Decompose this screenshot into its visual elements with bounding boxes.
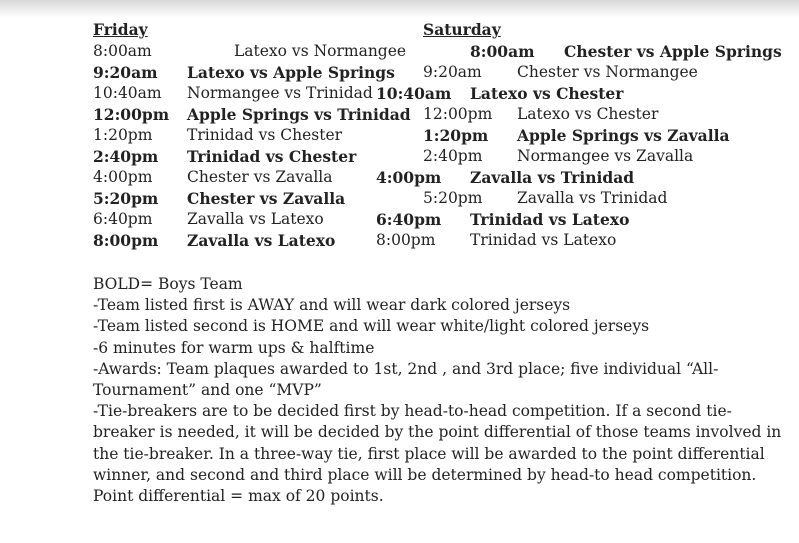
sat-game: Trinidad vs Latexo	[470, 231, 617, 249]
bold-legend: BOLD= Boys Team	[93, 275, 243, 293]
friday-header: Friday	[93, 20, 148, 39]
sat-time: 6:40pm	[376, 210, 442, 229]
warmup-note: -6 minutes for warm ups & halftime	[93, 338, 375, 357]
fri-game: Apple Springs vs Trinidad	[187, 105, 411, 124]
fri-game: Zavalla vs Latexo	[187, 210, 324, 228]
schedule-table	[0, 0, 799, 260]
fri-time: 8:00am	[93, 42, 152, 60]
sat-game: Zavalla vs Trinidad	[517, 189, 668, 207]
sat-time: 9:20am	[423, 63, 482, 81]
sat-game: Zavalla vs Trinidad	[470, 168, 635, 187]
tiebreaker-note: -Tie-breakers are to be decided first by head-to-head competition. If a second tie-breaker is needed, it will be decided by the point differential of those teams involved in the tie-breaker. In a three-way tie, first place will be awarded to the point differential winner, and second and third place will be determined by head-to head competition. Point differential = max of 20 points.	[93, 402, 782, 506]
sat-game: Apple Springs vs Zavalla	[517, 126, 730, 145]
fri-time: 2:40pm	[93, 147, 159, 166]
fri-time: 9:20am	[93, 63, 158, 82]
sat-game: Latexo vs Chester	[470, 84, 624, 103]
fri-time: 5:20pm	[93, 189, 159, 208]
sat-game: Normangee vs Zavalla	[517, 147, 694, 165]
fri-time: 8:00pm	[93, 231, 159, 250]
saturday-header: Saturday	[423, 20, 501, 39]
sat-time: 8:00pm	[376, 231, 436, 249]
fri-game: Chester vs Zavalla	[187, 168, 333, 186]
fri-time: 6:40pm	[93, 210, 153, 228]
fri-game: Latexo vs Apple Springs	[187, 63, 395, 82]
away-note: -Team listed first is AWAY and will wear dark colored jerseys	[93, 296, 571, 315]
awards-note: -Awards: Team plaques awarded to 1st, 2nd , and 3rd place; five individual “All-Tournament” and one “MVP”	[93, 359, 719, 400]
rules-notes	[93, 274, 783, 507]
fri-time: 12:00pm	[93, 105, 170, 124]
fri-game: Latexo vs Normangee	[234, 42, 407, 60]
sat-game: Chester vs Apple Springs	[564, 42, 782, 61]
sat-game: Latexo vs Chester	[517, 105, 659, 123]
fri-game: Trinidad vs Chester	[187, 126, 343, 144]
sat-time: 4:00pm	[376, 168, 442, 187]
sat-game: Chester vs Normangee	[517, 63, 698, 81]
home-note: -Team listed second is HOME and will wear white/light colored jerseys	[93, 317, 650, 336]
fri-time: 1:20pm	[93, 126, 153, 144]
sat-time: 5:20pm	[423, 189, 483, 207]
fri-time: 10:40am	[93, 84, 162, 102]
fri-game: Zavalla vs Latexo	[187, 231, 336, 250]
sat-game: Trinidad vs Latexo	[470, 210, 630, 229]
sat-time: 1:20pm	[423, 126, 489, 145]
fri-game: Normangee vs Trinidad	[187, 84, 373, 102]
sat-time: 12:00pm	[423, 105, 493, 123]
fri-game: Trinidad vs Chester	[187, 147, 357, 166]
sat-time: 10:40am	[376, 84, 452, 103]
fri-time: 4:00pm	[93, 168, 153, 186]
sat-time: 2:40pm	[423, 147, 483, 165]
fri-game: Chester vs Zavalla	[187, 189, 346, 208]
sat-time: 8:00am	[470, 42, 535, 61]
